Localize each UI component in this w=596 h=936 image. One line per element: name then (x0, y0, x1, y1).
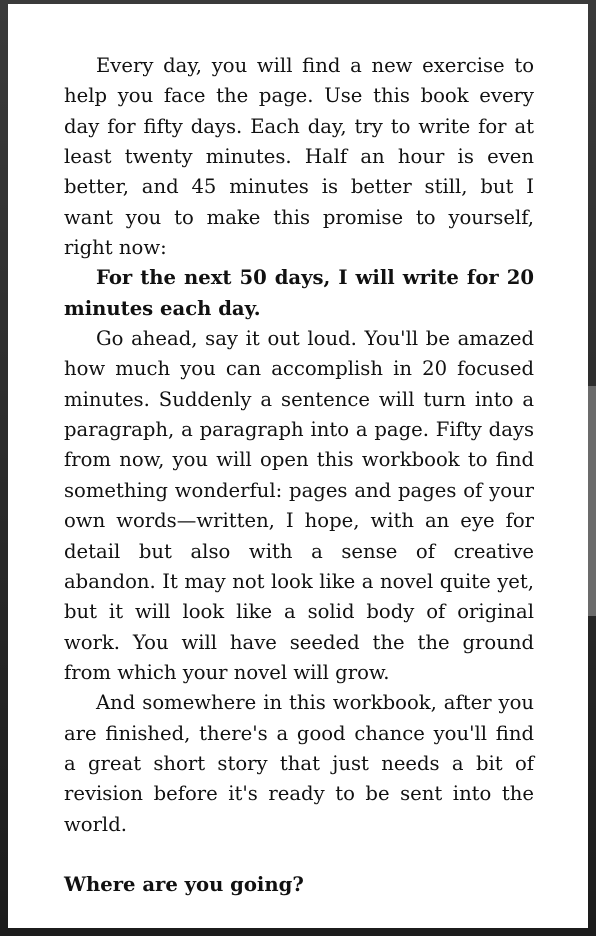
scroll-indicator[interactable] (588, 386, 596, 616)
paragraph-encouragement: Go ahead, say it out loud. You'll be amazed how much you can accomplish in 20 focused minutes. Suddenly a sentence will turn into a paragraph, a paragraph into a page. Fifty days from now, you will open this workbook to find something wonderful: pages and pages of your own words—written, I hope, with an eye for detail but also with a sense of creative abandon. It may not look like a novel quite yet, but it will look like a solid body of original work. You will have seeded the the ground from which your novel will grow. (64, 327, 534, 684)
paragraph-promise: For the next 50 days, I will write for 20 minutes each day. (64, 266, 534, 320)
page-text (64, 51, 534, 901)
section-heading: Where are you going? (64, 873, 304, 897)
book-page (8, 4, 588, 928)
paragraph-short-story: And somewhere in this workbook, after you are finished, there's a good chance you'll find a great short story that just needs a bit of revision before it's ready to be sent into the world. (64, 691, 534, 836)
paragraph-intro: Every day, you will find a new exercise to help you face the page. Use this book every day for fifty days. Each day, try to write for at least twenty minutes. Half an hour is even better, and 45 minutes is better still, but I want you to make this promise to yourself, right now: (64, 54, 534, 260)
